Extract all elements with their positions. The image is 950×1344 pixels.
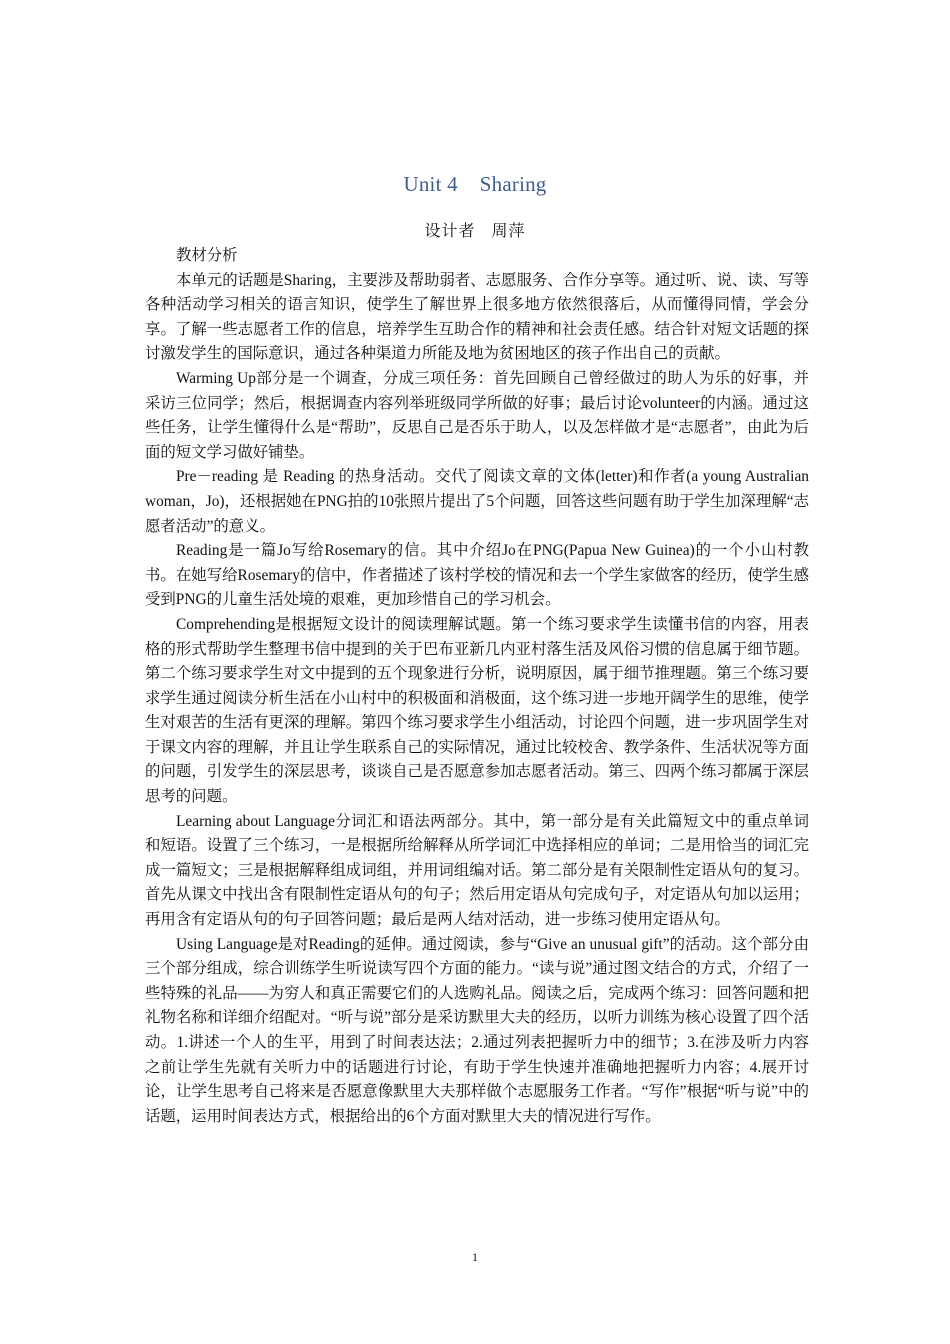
designer-line: [0, 218, 950, 241]
paragraph-intro: 本单元的话题是Sharing，主要涉及帮助弱者、志愿服务、合作分享等。通过听、说、读、写等各种活动学习相关的语言知识，使学生了解世界上很多地方依然很落后，从而懂得同情，学会分享。了解一些志愿者工作的信息，培养学生互助合作的精神和社会责任感。结合针对短文话题的探讨激发学生的国际意识，通过各种渠道力所能及地为贫困地区的孩子作出自己的贡献。: [145, 271, 809, 363]
paragraph-pre-reading: Pre－reading 是 Reading 的热身活动。交代了阅读文章的文体(letter)和作者(a young Australian woman，Jo)，还根据她在PNG拍的10张照片提出了5个问题，回答这些问题有助于学生加深理解“志愿者活动”的意义。: [145, 468, 809, 535]
body-text: [145, 244, 809, 1129]
paragraph-comprehending: Comprehending是根据短文设计的阅读理解试题。第一个练习要求学生读懂书信的内容，用表格的形式帮助学生整理书信中提到的关于巴布亚新几内亚村落生活及风俗习惯的信息属于细节题。第二个练习要求学生对文中提到的五个现象进行分析，说明原因，属于细节推理题。第三个练习要求学生通过阅读分析生活在小山村中的积极面和消极面，这个练习进一步地开阔学生的思维，使学生对艰苦的生活有更深的理解。第四个练习要求学生小组活动，讨论四个问题，进一步巩固学生对于课文内容的理解，并且让学生联系自己的实际情况，通过比较校舍、教学条件、生活状况等方面的问题，引发学生的深层思考，谈谈自己是否愿意参加志愿者活动。第三、四两个练习都属于深层思考的问题。: [145, 615, 809, 806]
section-heading: 教材分析: [176, 247, 238, 264]
title-unit: Unit 4: [403, 172, 458, 196]
paragraph-learning-about-language: Learning about Language分词汇和语法两部分。其中，第一部分是有关此篇短文中的重点单词和短语。设置了三个练习，一是根据所给解释从所学词汇中选择相应的单词；二是用恰当的词汇完成一篇短文；三是根据解释组成词组，并用词组编对话。第二部分是有关限制性定语从句的复习。首先从课文中找出含有限制性定语从句的句子；然后用定语从句完成句子，对定语从句加以运用；再用含有定语从句的句子回答问题；最后是两人结对活动，进一步练习使用定语从句。: [145, 812, 809, 929]
page-title: [0, 172, 950, 197]
paragraph-reading: Reading是一篇Jo写给Rosemary的信。其中介绍Jo在PNG(Papua New Guinea)的一个小山村教书。在她写给Rosemary的信中，作者描述了该村学校的情况和去一个学生家做客的经历，使学生感受到PNG的儿童生活处境的艰难，更加珍惜自己的学习机会。: [145, 542, 809, 609]
paragraph-using-language: Using Language是对Reading的延伸。通过阅读，参与“Give an unusual gift”的活动。这个部分由三个部分组成，综合训练学生听说读写四个方面的能力。“读与说”通过图文结合的方式，介绍了一些特殊的礼品——为穷人和真正需要它们的人选购礼品。阅读之后，完成两个练习：回答问题和把礼物名称和详细介绍配对。“听与说”部分是采访默里大夫的经历，以听力训练为核心设置了四个活动。1.讲述一个人的生平，用到了时间表达法；2.通过列表把握听力中的细节；3.在涉及听力内容之前让学生先就有关听力中的话题进行讨论，有助于学生快速并准确地把握听力内容；4.展开讨论，让学生思考自己将来是否愿意像默里大夫那样做个志愿服务工作者。“写作”根据“听与说”中的话题，运用时间表达方式，根据给出的6个方面对默里大夫的情况进行写作。: [145, 935, 809, 1125]
designer-name: 周萍: [491, 223, 526, 240]
paragraph-warming-up: Warming Up部分是一个调查，分成三项任务：首先回顾自己曾经做过的助人为乐的好事，并采访三位同学；然后，根据调查内容列举班级同学所做的好事；最后讨论volunteer的内涵。通过这些任务，让学生懂得什么是“帮助”，反思自己是否乐于助人，以及怎样做才是“志愿者”，由此为后面的短文学习做好铺垫。: [145, 369, 809, 461]
designer-label: 设计者: [424, 223, 476, 240]
title-topic: Sharing: [479, 172, 547, 196]
page-number: 1: [472, 1250, 478, 1264]
